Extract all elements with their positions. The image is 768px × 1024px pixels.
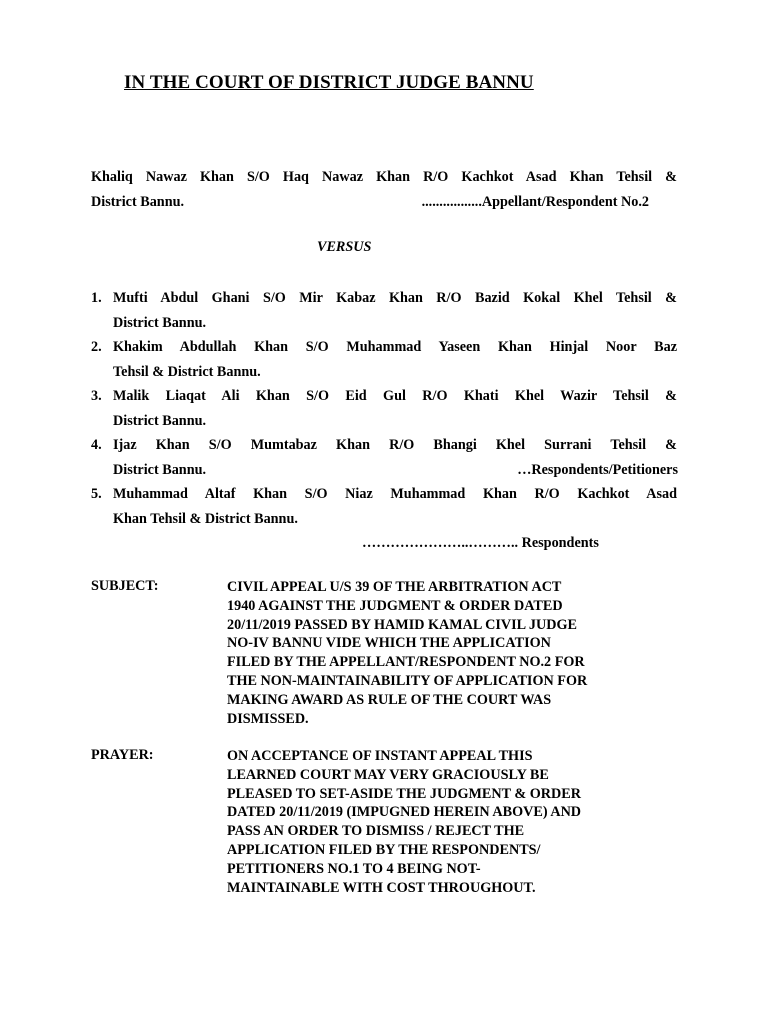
- subject-line: THE NON-MAINTAINABILITY OF APPLICATION FOR: [227, 672, 588, 689]
- list-item: [91, 433, 677, 482]
- appellant-line-1: Khaliq Nawaz Khan S/O Haq Nawaz Khan R/O Kachkot Asad Khan Tehsil &: [91, 169, 677, 185]
- versus-heading: VERSUS: [317, 239, 372, 255]
- list-item: [91, 384, 677, 433]
- respondent-line-1: Mufti Abdul Ghani S/O Mir Kabaz Khan R/O Bazid Kokal Khel Tehsil &: [113, 290, 677, 306]
- subject-line: MAKING AWARD AS RULE OF THE COURT WAS: [227, 691, 552, 708]
- prayer-line: PASS AN ORDER TO DISMISS / REJECT THE: [227, 823, 525, 840]
- list-number: 5.: [91, 486, 102, 502]
- subject-line: CIVIL APPEAL U/S 39 OF THE ARBITRATION ACT: [227, 579, 562, 595]
- appellant-line-2: [91, 190, 677, 215]
- prayer-line: PLEASED TO SET-ASIDE THE JUDGMENT & ORDER: [227, 785, 581, 802]
- respondents-petitioners-label: …Respondents/Petitioners: [517, 461, 678, 478]
- list-item: [91, 286, 677, 335]
- respondent-line-2: Tehsil & District Bannu.: [113, 363, 261, 380]
- list-number: 2.: [91, 339, 102, 355]
- respondent-line-2: District Bannu.: [113, 314, 207, 331]
- list-number: 1.: [91, 290, 102, 306]
- appellant-role: .................Appellant/Respondent No.2: [421, 193, 649, 210]
- list-item: [91, 482, 677, 531]
- prayer-text: [227, 747, 687, 897]
- respondent-line-2: [113, 458, 677, 483]
- subject-line: NO-IV BANNU VIDE WHICH THE APPLICATION: [227, 635, 551, 652]
- subject-text: [227, 578, 687, 728]
- list-item: [91, 335, 677, 384]
- respondent-line-2: District Bannu.: [113, 412, 207, 429]
- subject-line: DISMISSED.: [227, 710, 309, 727]
- respondent-line-1: Ijaz Khan S/O Mumtabaz Khan R/O Bhangi Khel Surrani Tehsil &: [113, 437, 677, 453]
- appellant-block: [91, 165, 677, 214]
- respondent-line-2: Khan Tehsil & District Bannu.: [113, 510, 298, 527]
- prayer-line: LEARNED COURT MAY VERY GRACIOUSLY BE: [227, 766, 549, 783]
- list-number: 4.: [91, 437, 102, 453]
- respondent-line-1: Muhammad Altaf Khan S/O Niaz Muhammad Khan R/O Kachkot Asad: [113, 486, 677, 502]
- prayer-line: APPLICATION FILED BY THE RESPONDENTS/: [227, 841, 541, 858]
- prayer-line: MAINTAINABLE WITH COST THROUGHOUT.: [227, 879, 536, 896]
- subject-line: 1940 AGAINST THE JUDGMENT & ORDER DATED: [227, 597, 563, 614]
- respondent-line-1: Malik Liaqat Ali Khan S/O Eid Gul R/O Khati Khel Wazir Tehsil &: [113, 388, 677, 404]
- court-title: IN THE COURT OF DISTRICT JUDGE BANNU: [124, 72, 534, 93]
- respondent-district: District Bannu.: [113, 461, 207, 478]
- subject-label: SUBJECT:: [91, 578, 159, 594]
- subject-line: 20/11/2019 PASSED BY HAMID KAMAL CIVIL JUDGE: [227, 616, 577, 633]
- subject-line: FILED BY THE APPELLANT/RESPONDENT NO.2 FOR: [227, 654, 585, 671]
- respondents-tail: …………………..……….. Respondents: [362, 535, 599, 551]
- prayer-line: PETITIONERS NO.1 TO 4 BEING NOT-: [227, 860, 481, 877]
- respondent-line-1: Khakim Abdullah Khan S/O Muhammad Yaseen Khan Hinjal Noor Baz: [113, 339, 677, 355]
- prayer-line: DATED 20/11/2019 (IMPUGNED HEREIN ABOVE) AND: [227, 804, 582, 821]
- appellant-district: District Bannu.: [91, 193, 185, 210]
- respondents-list: [91, 286, 677, 531]
- prayer-label: PRAYER:: [91, 747, 154, 763]
- prayer-line: ON ACCEPTANCE OF INSTANT APPEAL THIS: [227, 748, 533, 764]
- list-number: 3.: [91, 388, 102, 404]
